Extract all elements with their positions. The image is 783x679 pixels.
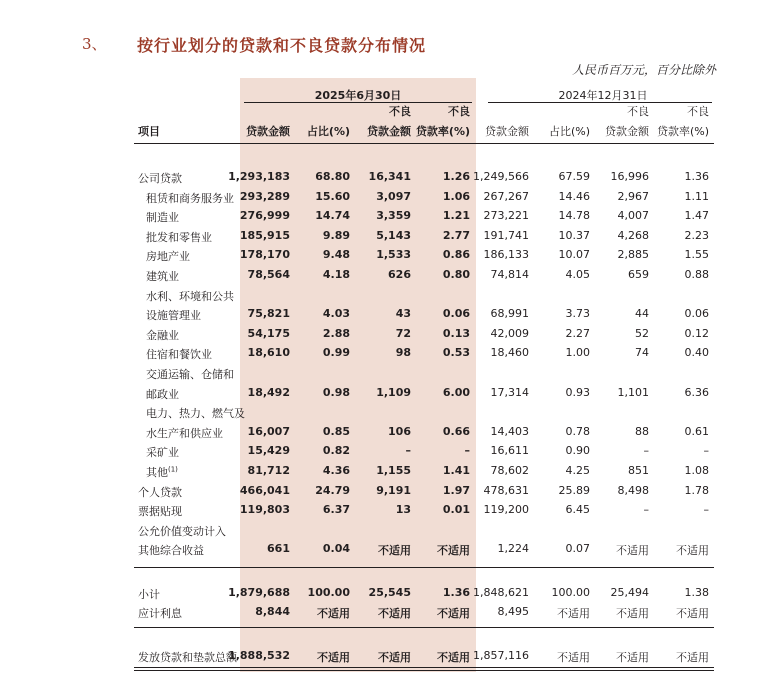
row-label: 电力、热力、燃气及 <box>146 407 245 420</box>
cell-current-3: 不适用 <box>378 651 411 664</box>
row-label: 住宿和餐饮业 <box>146 348 212 361</box>
cell-current-1: 16,007 <box>247 425 290 438</box>
cell-prior-1: 18,460 <box>490 346 529 359</box>
cell-current-3: – <box>405 444 411 457</box>
header-npl-amount-cur: 贷款金额 <box>367 125 411 138</box>
header-npl-amount-top-prev: 不良 <box>627 105 649 118</box>
cell-current-1: 18,610 <box>247 346 290 359</box>
cell-current-1: 466,041 <box>239 484 290 497</box>
cell-prior-2: 0.90 <box>565 444 590 457</box>
table-row <box>0 305 783 324</box>
table-row <box>0 344 783 363</box>
cell-prior-4: 2.23 <box>684 229 709 242</box>
table-row <box>0 207 783 226</box>
cell-prior-4: – <box>703 444 709 457</box>
cell-prior-2: 3.73 <box>565 307 590 320</box>
row-label: 采矿业 <box>146 446 179 459</box>
header-npl-ratio-cur: 贷款率(%) <box>415 125 470 138</box>
cell-current-4: 0.66 <box>442 425 470 438</box>
cell-current-3: 106 <box>388 425 411 438</box>
row-label: 票据贴现 <box>138 505 182 518</box>
table-row <box>0 364 783 383</box>
cell-prior-3: – <box>643 503 649 516</box>
unit-note: 人民币百万元，百分比除外 <box>571 63 716 77</box>
total-bottom-rule <box>134 667 714 668</box>
cell-current-2: 0.99 <box>322 346 350 359</box>
cell-current-4: 0.53 <box>442 346 470 359</box>
cell-prior-4: 0.06 <box>684 307 709 320</box>
row-label: 水生产和供应业 <box>146 427 223 440</box>
cell-current-1: 1,293,183 <box>228 170 290 183</box>
row-label: 租赁和商务服务业 <box>146 192 234 205</box>
cell-prior-4: 1.36 <box>684 170 709 183</box>
cell-current-2: 0.82 <box>322 444 350 457</box>
cell-current-1: 661 <box>267 542 290 555</box>
cell-prior-4: – <box>703 503 709 516</box>
row-label: 批发和零售业 <box>146 231 212 244</box>
cell-prior-4: 不适用 <box>676 607 709 620</box>
cell-current-3: 98 <box>395 346 411 359</box>
cell-prior-1: 273,221 <box>483 209 529 222</box>
cell-prior-2: 6.45 <box>565 503 590 516</box>
cell-prior-1: 478,631 <box>483 484 529 497</box>
cell-prior-4: 不适用 <box>676 544 709 557</box>
cell-prior-2: 4.05 <box>565 268 590 281</box>
cell-current-1: 78,564 <box>247 268 290 281</box>
cell-current-4: – <box>464 444 470 457</box>
header-amount-prev: 贷款金额 <box>485 125 529 138</box>
cell-prior-1: 267,267 <box>483 190 529 203</box>
cell-prior-1: 16,611 <box>490 444 529 457</box>
cell-current-2: 14.74 <box>315 209 350 222</box>
cell-current-2: 4.36 <box>322 464 350 477</box>
cell-prior-1: 74,814 <box>490 268 529 281</box>
cell-current-2: 4.18 <box>322 268 350 281</box>
row-label: 发放贷款和垫款总额 <box>138 651 237 664</box>
header-share-prev: 占比(%) <box>548 125 590 138</box>
cell-current-4: 不适用 <box>437 544 470 557</box>
row-label: 小计 <box>138 588 160 601</box>
header-npl-ratio-prev: 贷款率(%) <box>656 125 709 138</box>
cell-prior-2: 不适用 <box>557 651 590 664</box>
row-label: 个人贷款 <box>138 486 182 499</box>
cell-prior-2: 14.46 <box>558 190 590 203</box>
cell-prior-3: 不适用 <box>616 544 649 557</box>
row-label: 其他$^{(1)}$ <box>146 465 178 479</box>
table-row <box>0 227 783 246</box>
cell-current-3: 25,545 <box>368 586 411 599</box>
cell-prior-4: 1.47 <box>684 209 709 222</box>
period-prior-header: 2024年12月31日 <box>558 89 648 102</box>
cell-prior-2: 67.59 <box>558 170 590 183</box>
cell-current-2: 68.80 <box>315 170 350 183</box>
cell-current-3: 1,155 <box>376 464 411 477</box>
cell-current-4: 0.80 <box>442 268 470 281</box>
cell-prior-3: 2,967 <box>617 190 649 203</box>
header-npl-ratio-top-prev: 不良 <box>687 105 709 118</box>
cell-prior-1: 42,009 <box>490 327 529 340</box>
cell-prior-2: 1.00 <box>565 346 590 359</box>
cell-current-2: 2.88 <box>322 327 350 340</box>
header-npl-amount-prev: 贷款金额 <box>605 125 649 138</box>
cell-current-3: 16,341 <box>368 170 411 183</box>
cell-current-1: 185,915 <box>239 229 290 242</box>
cell-prior-3: 851 <box>628 464 649 477</box>
table-row <box>0 482 783 501</box>
cell-current-3: 13 <box>395 503 411 516</box>
cell-current-4: 6.00 <box>442 386 470 399</box>
cell-current-2: 0.98 <box>322 386 350 399</box>
cell-current-4: 2.77 <box>442 229 470 242</box>
cell-prior-4: 1.08 <box>684 464 709 477</box>
cell-current-1: 1,879,688 <box>228 586 290 599</box>
cell-prior-2: 100.00 <box>551 586 590 599</box>
cell-current-2: 不适用 <box>317 607 350 620</box>
cell-current-4: 1.21 <box>442 209 470 222</box>
cell-prior-3: 16,996 <box>610 170 649 183</box>
cell-prior-2: 10.07 <box>558 248 590 261</box>
table-row <box>0 540 783 559</box>
cell-prior-3: – <box>643 444 649 457</box>
total-double-rule <box>134 670 714 671</box>
cell-current-2: 100.00 <box>307 586 350 599</box>
table-row <box>0 168 783 187</box>
cell-current-1: 119,803 <box>239 503 290 516</box>
subtotal-row <box>0 584 783 603</box>
cell-current-1: 75,821 <box>247 307 290 320</box>
table-row <box>0 521 783 540</box>
cell-current-4: 不适用 <box>437 607 470 620</box>
cell-prior-2: 0.78 <box>565 425 590 438</box>
cell-current-3: 3,359 <box>376 209 411 222</box>
cell-current-4: 1.26 <box>442 170 470 183</box>
cell-prior-1: 186,133 <box>483 248 529 261</box>
cell-prior-2: 2.27 <box>565 327 590 340</box>
cell-current-1: 293,289 <box>239 190 290 203</box>
cell-prior-4: 1.38 <box>684 586 709 599</box>
row-label: 公允价值变动计入 <box>138 525 226 538</box>
table-row <box>0 188 783 207</box>
footnote-marker: (1) <box>168 465 178 474</box>
total-top-rule <box>134 627 714 628</box>
subtotal-top-rule <box>134 567 714 568</box>
header-npl-ratio-top-cur: 不良 <box>448 105 470 118</box>
header-item: 项目 <box>138 125 160 138</box>
table-row <box>0 384 783 403</box>
cell-current-4: 0.06 <box>442 307 470 320</box>
section-number: 3、 <box>82 35 107 53</box>
row-label: 设施管理业 <box>146 309 201 322</box>
cell-current-2: 9.89 <box>322 229 350 242</box>
cell-prior-4: 6.36 <box>684 386 709 399</box>
table-row <box>0 442 783 461</box>
cell-prior-1: 1,224 <box>497 542 529 555</box>
cell-current-3: 不适用 <box>378 607 411 620</box>
header-share-cur: 占比(%) <box>306 125 350 138</box>
cell-current-2: 0.85 <box>322 425 350 438</box>
cell-current-3: 1,533 <box>376 248 411 261</box>
table-row <box>0 423 783 442</box>
cell-current-1: 178,170 <box>239 248 290 261</box>
cell-prior-4: 0.88 <box>684 268 709 281</box>
cell-prior-3: 4,268 <box>617 229 649 242</box>
row-label: 公司贷款 <box>138 172 182 185</box>
table-row <box>0 246 783 265</box>
cell-prior-1: 68,991 <box>490 307 529 320</box>
row-label: 应计利息 <box>138 607 182 620</box>
cell-current-4: 1.36 <box>442 586 470 599</box>
cell-prior-3: 1,101 <box>617 386 649 399</box>
cell-prior-1: 14,403 <box>490 425 529 438</box>
cell-current-3: 1,109 <box>376 386 411 399</box>
table-row <box>0 403 783 422</box>
cell-prior-4: 0.12 <box>684 327 709 340</box>
cell-prior-2: 14.78 <box>558 209 590 222</box>
table-row <box>0 286 783 305</box>
cell-prior-3: 不适用 <box>616 651 649 664</box>
table-row <box>0 501 783 520</box>
cell-prior-1: 1,249,566 <box>473 170 529 183</box>
cell-current-1: 8,844 <box>255 605 290 618</box>
cell-prior-3: 2,885 <box>617 248 649 261</box>
cell-current-2: 9.48 <box>322 248 350 261</box>
row-label: 水利、环境和公共 <box>146 290 234 303</box>
cell-prior-2: 4.25 <box>565 464 590 477</box>
cell-current-2: 0.04 <box>322 542 350 555</box>
cell-current-4: 1.97 <box>442 484 470 497</box>
cell-current-3: 9,191 <box>376 484 411 497</box>
cell-current-2: 15.60 <box>315 190 350 203</box>
cell-current-3: 5,143 <box>376 229 411 242</box>
cell-prior-4: 1.55 <box>684 248 709 261</box>
header-amount-cur: 贷款金额 <box>246 125 290 138</box>
cell-prior-3: 659 <box>628 268 649 281</box>
row-label: 其他综合收益 <box>138 544 204 557</box>
cell-prior-1: 78,602 <box>490 464 529 477</box>
cell-current-1: 1,888,532 <box>228 649 290 662</box>
cell-prior-3: 4,007 <box>617 209 649 222</box>
cell-prior-3: 不适用 <box>616 607 649 620</box>
cell-current-1: 54,175 <box>247 327 290 340</box>
cell-current-2: 24.79 <box>315 484 350 497</box>
row-label: 建筑业 <box>146 270 179 283</box>
cell-current-3: 43 <box>395 307 411 320</box>
cell-prior-2: 10.37 <box>558 229 590 242</box>
cell-prior-3: 8,498 <box>617 484 649 497</box>
row-label: 邮政业 <box>146 388 179 401</box>
section-title: 按行业划分的贷款和不良贷款分布情况 <box>137 36 427 55</box>
cell-prior-1: 17,314 <box>490 386 529 399</box>
cell-current-4: 0.13 <box>442 327 470 340</box>
cell-prior-1: 8,495 <box>497 605 529 618</box>
cell-current-1: 276,999 <box>239 209 290 222</box>
cell-current-2: 6.37 <box>322 503 350 516</box>
cell-current-2: 不适用 <box>317 651 350 664</box>
cell-current-4: 0.01 <box>442 503 470 516</box>
cell-current-2: 4.03 <box>322 307 350 320</box>
cell-current-3: 72 <box>395 327 411 340</box>
cell-prior-2: 不适用 <box>557 607 590 620</box>
cell-prior-4: 不适用 <box>676 651 709 664</box>
cell-current-3: 626 <box>388 268 411 281</box>
cell-prior-4: 1.11 <box>684 190 709 203</box>
cell-prior-4: 1.78 <box>684 484 709 497</box>
table-row <box>0 266 783 285</box>
table-row <box>0 462 783 481</box>
cell-current-4: 1.06 <box>442 190 470 203</box>
cell-prior-3: 52 <box>635 327 649 340</box>
cell-prior-1: 119,200 <box>483 503 529 516</box>
cell-prior-2: 0.07 <box>565 542 590 555</box>
table-row <box>0 325 783 344</box>
cell-prior-1: 191,741 <box>483 229 529 242</box>
header-npl-amount-top-cur: 不良 <box>389 105 411 118</box>
row-label: 交通运输、仓储和 <box>146 368 234 381</box>
cell-current-4: 0.86 <box>442 248 470 261</box>
cell-current-1: 15,429 <box>247 444 290 457</box>
cell-current-1: 81,712 <box>247 464 290 477</box>
cell-prior-2: 25.89 <box>558 484 590 497</box>
row-label: 制造业 <box>146 211 179 224</box>
cell-current-4: 1.41 <box>442 464 470 477</box>
cell-prior-4: 0.61 <box>684 425 709 438</box>
accrued-interest-row <box>0 603 783 622</box>
cell-prior-4: 0.40 <box>684 346 709 359</box>
cell-prior-3: 25,494 <box>610 586 649 599</box>
total-row <box>0 647 783 666</box>
row-label: 房地产业 <box>146 250 190 263</box>
row-label: 金融业 <box>146 329 179 342</box>
cell-current-4: 不适用 <box>437 651 470 664</box>
cell-current-3: 3,097 <box>376 190 411 203</box>
cell-prior-2: 0.93 <box>565 386 590 399</box>
period-current-header: 2025年6月30日 <box>314 89 402 102</box>
cell-current-3: 不适用 <box>378 544 411 557</box>
cell-prior-1: 1,848,621 <box>473 586 529 599</box>
cell-current-1: 18,492 <box>247 386 290 399</box>
cell-prior-3: 44 <box>635 307 649 320</box>
cell-prior-1: 1,857,116 <box>473 649 529 662</box>
cell-prior-3: 74 <box>635 346 649 359</box>
cell-prior-3: 88 <box>635 425 649 438</box>
